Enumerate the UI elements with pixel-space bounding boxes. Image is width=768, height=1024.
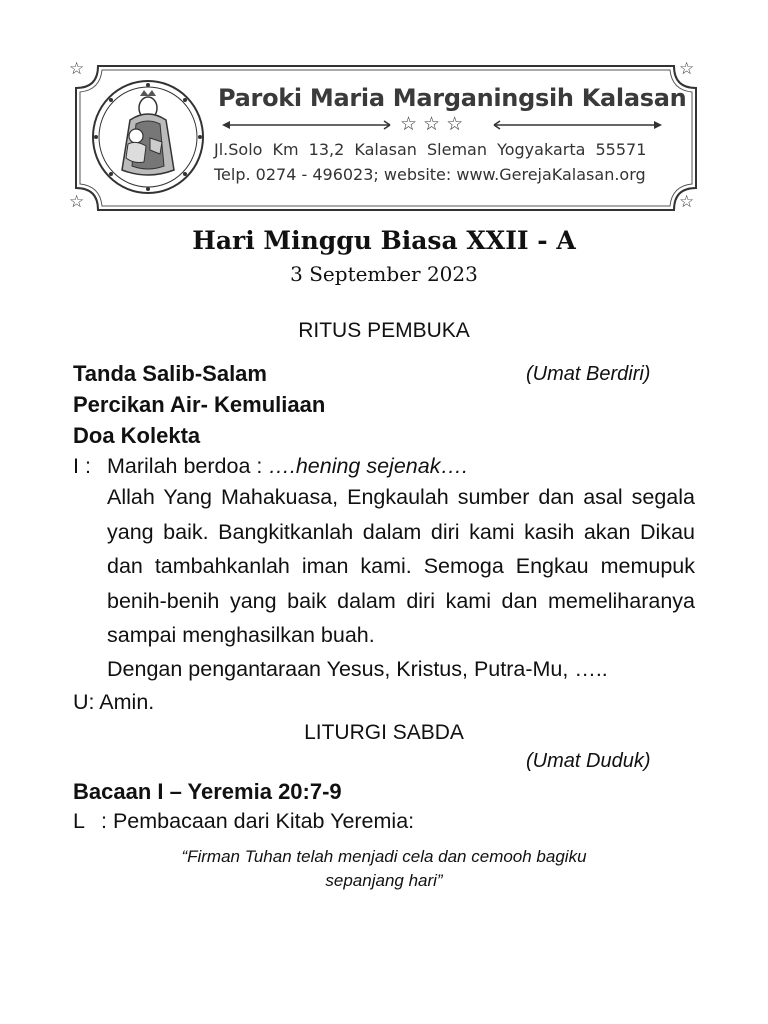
collect-prayer-body: Allah Yang Mahakuasa, Engkaulah sumber dan asal segala yang baik. Bangkitkanlah dalam diri kami kasih akan Dikau dan tambahkanlah iman kami. Semoga Engkau memupuk benih-benih yang baik dalam diri kami dan memeliharanya sampai menghasilkan buah. <box>107 485 695 647</box>
rite-collect: Doa Kolekta <box>73 423 201 448</box>
posture-note-standing: (Umat Berdiri) <box>526 363 651 385</box>
prayer-intro <box>107 454 468 479</box>
quote-line-1: “Firman Tuhan telah menjadi cela dan cemooh bagiku <box>181 847 587 866</box>
corner-star-icon: ☆ <box>69 59 85 79</box>
rite-sprinkling-gloria: Percikan Air- Kemuliaan <box>73 392 326 417</box>
prayer-intro-silence: ….hening sejenak…. <box>268 454 468 478</box>
posture-note-sitting: (Umat Duduk) <box>526 750 651 772</box>
people-response: U: Amin. <box>73 690 155 714</box>
corner-star-icon: ☆ <box>679 59 695 79</box>
reading-announcement: : Pembacaan dari Kitab Yeremia: <box>101 809 415 833</box>
parish-header <box>69 59 700 214</box>
corner-star-icon: ☆ <box>69 192 85 212</box>
collect-prayer-closing: Dengan pengantaraan Yesus, Kristus, Putra-Mu, ….. <box>107 657 608 681</box>
speaker-label: I : <box>73 454 91 478</box>
section-heading-word: LITURGI SABDA <box>304 721 464 744</box>
reader-label: L <box>73 809 85 833</box>
parish-address: Jl.Solo Km 13,2 Kalasan Sleman Yogyakarta 55571 <box>214 140 647 159</box>
parish-logo-icon <box>90 78 206 196</box>
quote-line-2: sepanjang hari” <box>325 871 443 890</box>
first-reading-heading: Bacaan I – Yeremia 20:7-9 <box>73 779 342 804</box>
section-heading-opening: RITUS PEMBUKA <box>298 319 470 342</box>
rite-sign-of-cross: Tanda Salib-Salam <box>73 361 267 386</box>
parish-contact: Telp. 0274 - 496023; website: www.GerejaKalasan.org <box>214 165 646 184</box>
liturgy-date: 3 September 2023 <box>290 262 478 286</box>
corner-star-icon: ☆ <box>679 192 695 212</box>
divider-stars-icon: ☆☆☆ <box>400 113 470 135</box>
prayer-intro-text: Marilah berdoa : <box>107 454 269 478</box>
parish-name: Paroki Maria Marganingsih Kalasan <box>218 84 687 112</box>
liturgy-title: Hari Minggu Biasa XXII - A <box>192 226 576 255</box>
header-divider <box>222 113 662 135</box>
reading-theme-quote <box>0 845 768 893</box>
